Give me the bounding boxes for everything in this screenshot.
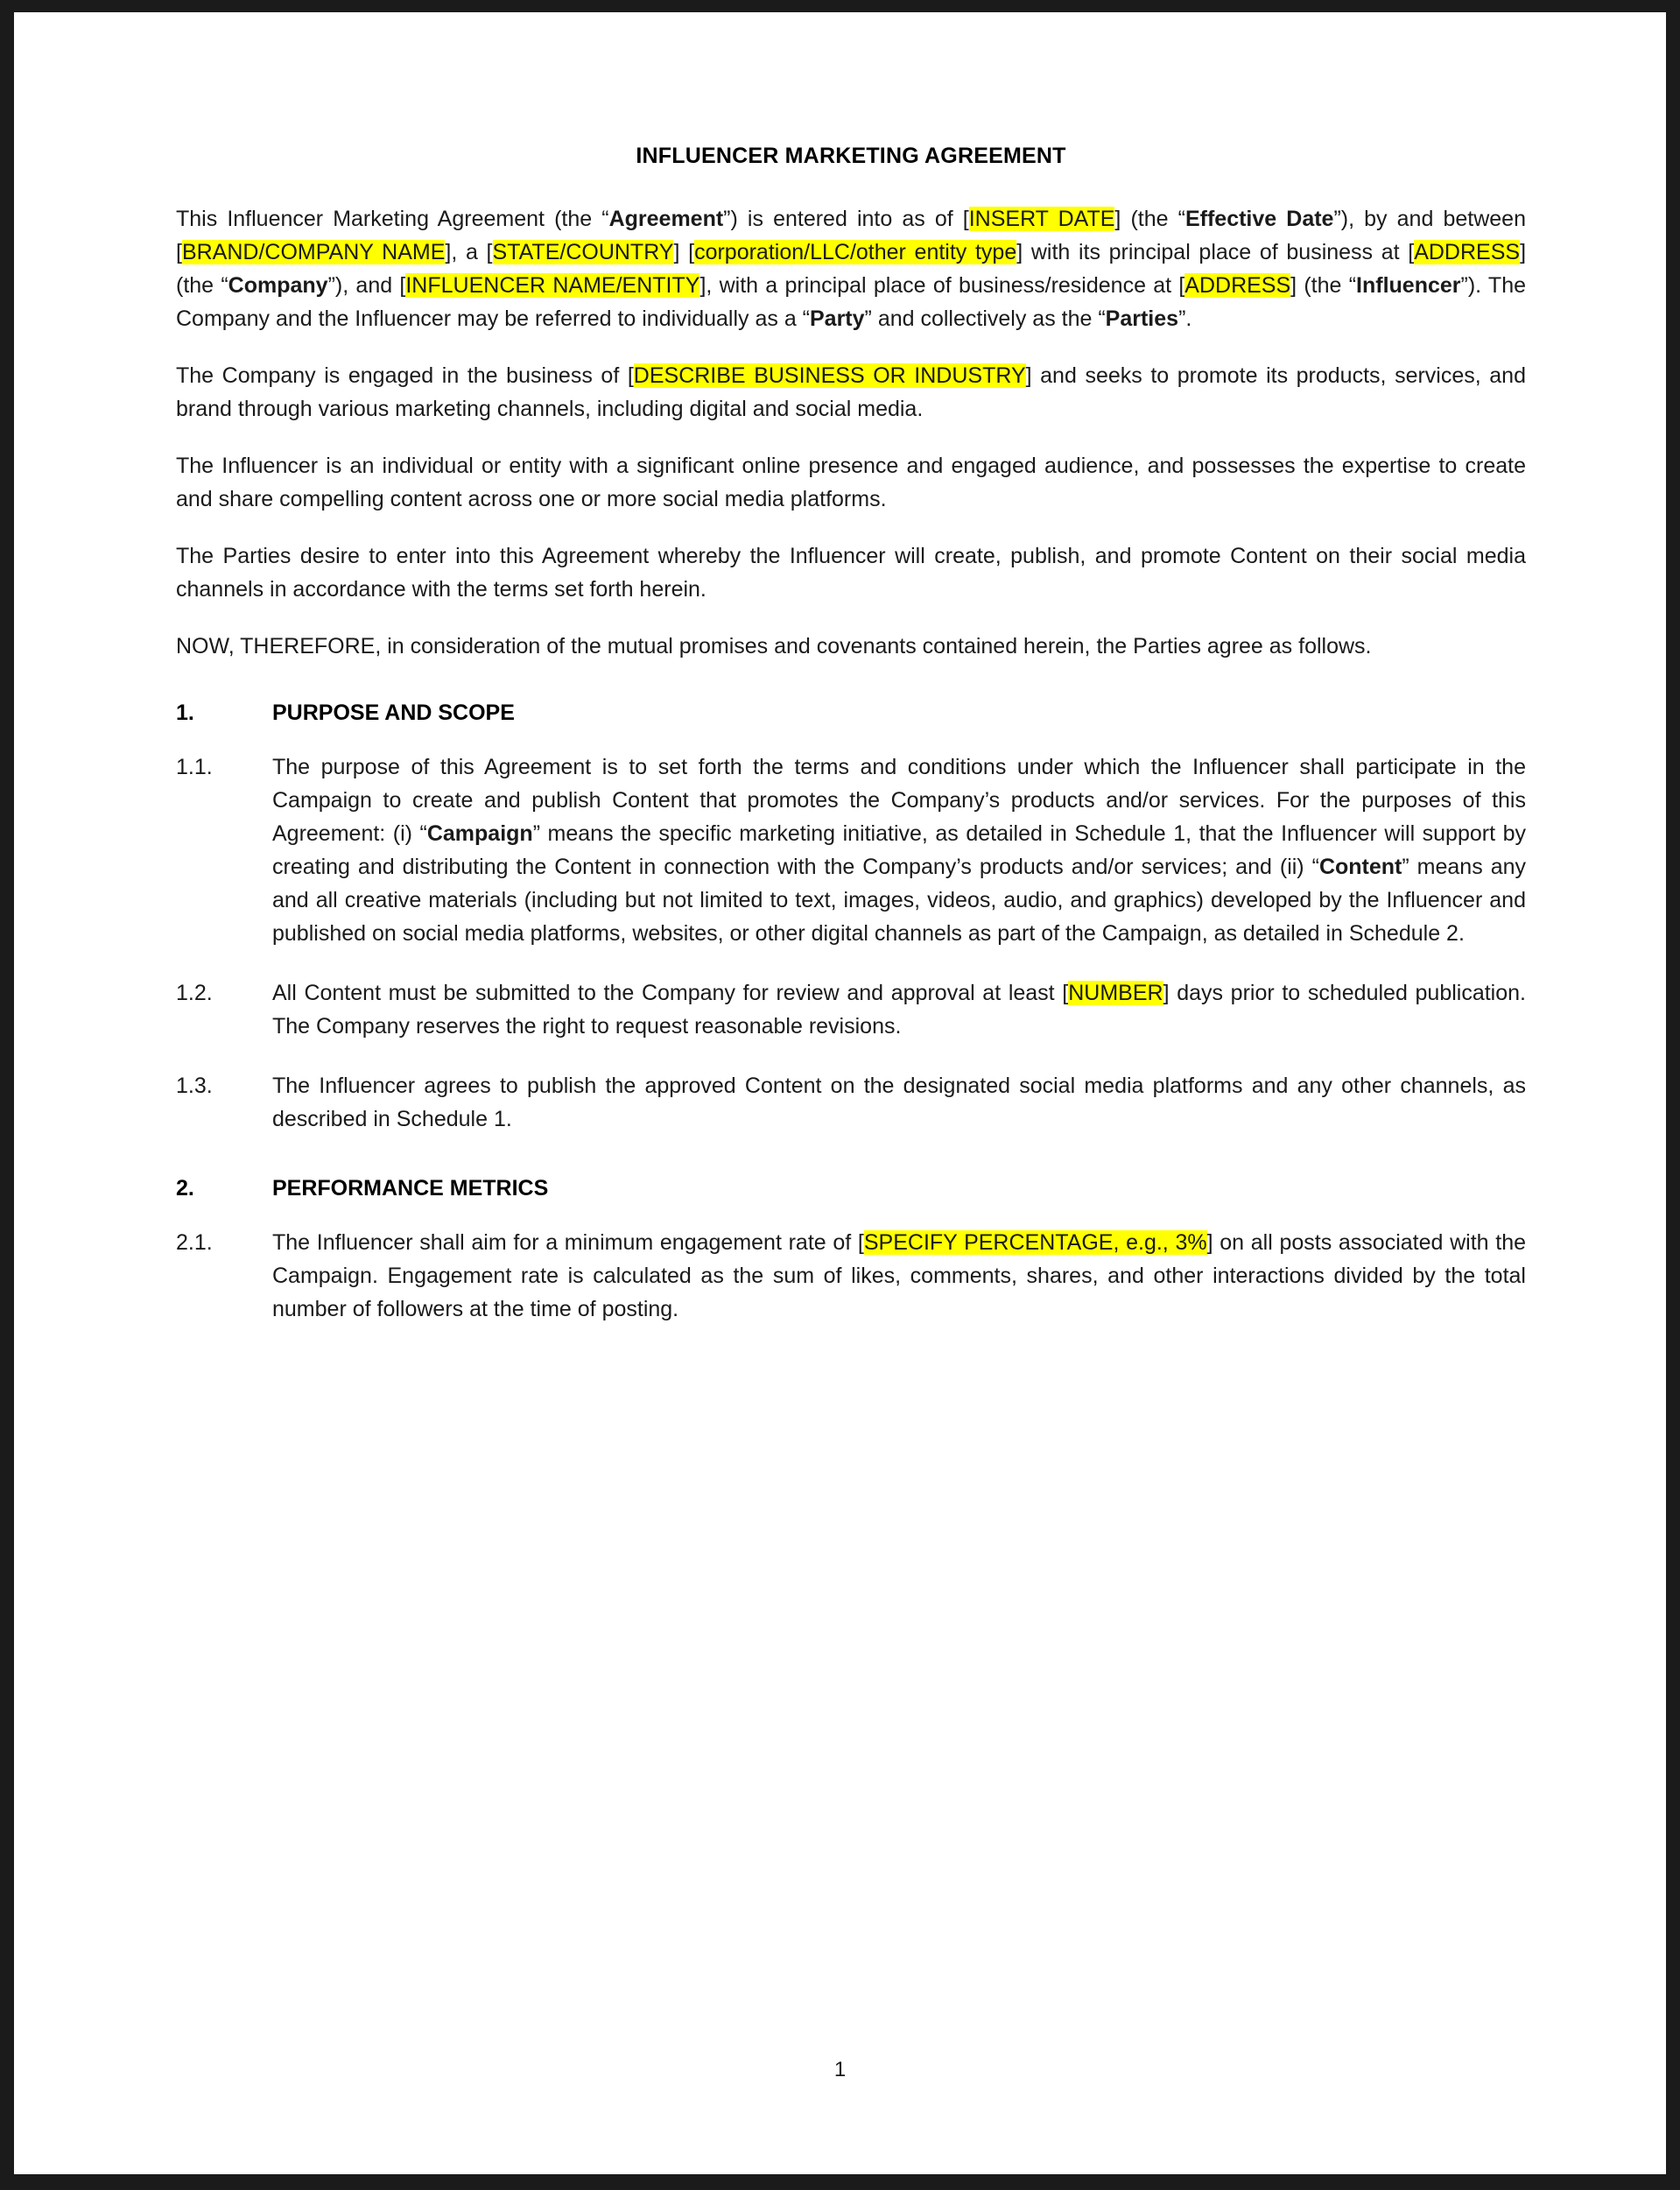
clause-body: [272, 1226, 1526, 1326]
text-segment: ”.: [1178, 306, 1192, 331]
text-segment: All Content must be submitted to the Company for review and approval at least [: [272, 981, 1069, 1005]
document-page: [14, 12, 1666, 2174]
text-segment: ] on all posts associated with the Campaign. Engagement rate is calculated as the sum of likes, comments, shares, and other interactions divided by the total number of followers at the time of posting.: [272, 1230, 1527, 1321]
text-segment: ”) is entered into as of [: [723, 207, 969, 231]
text-segment: This Influencer Marketing Agreement (the “: [176, 207, 609, 231]
clause-number: 1.1.: [176, 755, 213, 779]
clause-1-1: [176, 750, 1526, 950]
clause-2-1: [176, 1226, 1526, 1326]
text-segment: ”), and [: [327, 273, 406, 298]
clause-body: [272, 750, 1526, 950]
term-influencer: Influencer: [1356, 273, 1461, 298]
text-segment: ] days prior to scheduled publication. The Company reserves the right to request reasonable revisions.: [272, 981, 1526, 1039]
section-number: 2.: [176, 1176, 194, 1201]
placeholder-state-country: STATE/COUNTRY: [492, 240, 674, 264]
recital-paragraph-4: The Parties desire to enter into this Agreement whereby the Influencer will create, publish, and promote Content on their social media channels in accordance with the terms set forth herein.: [176, 544, 1526, 602]
section-title: PERFORMANCE METRICS: [272, 1176, 549, 1201]
recital-paragraph-2: [176, 359, 1526, 426]
term-company: Company: [228, 273, 328, 298]
placeholder-brand-company-name: BRAND/COMPANY NAME: [181, 240, 446, 264]
placeholder-influencer-address: ADDRESS: [1184, 273, 1291, 298]
text-segment: The Influencer shall aim for a minimum engagement rate of [: [272, 1230, 864, 1255]
term-parties: Parties: [1105, 306, 1179, 331]
term-content: Content: [1318, 855, 1402, 879]
clause-1-2: [176, 976, 1526, 1043]
term-party: Party: [810, 306, 865, 331]
text-segment: ] (the “: [176, 240, 1527, 298]
text-segment: ” means any and all creative materials (including but not limited to text, images, videos, audio, and graphics) developed by the Influencer and published on social media platforms, websites, or other digital channels as part of the Campaign, as detailed in Schedule 2.: [272, 855, 1527, 946]
text-segment: The purpose of this Agreement is to set forth the terms and conditions under which the Influencer shall participate in the Campaign to create and publish Content that promotes the Company’s products and/or services. For the purposes of this Agreement: (i) “: [272, 755, 1526, 846]
text-segment: ” and collectively as the “: [864, 306, 1106, 331]
placeholder-influencer-name: INFLUENCER NAME/ENTITY: [405, 273, 700, 298]
clause-body: [272, 976, 1526, 1043]
placeholder-insert-date: INSERT DATE: [968, 207, 1115, 231]
term-effective-date: Effective Date: [1184, 207, 1334, 231]
section-number: 1.: [176, 701, 194, 725]
spacer: [176, 687, 1526, 701]
clause-number: 1.2.: [176, 981, 213, 1005]
text-segment: ] (the “: [1290, 273, 1357, 298]
placeholder-company-address: ADDRESS: [1414, 240, 1521, 264]
recital-paragraph-3: The Influencer is an individual or entity with a significant online presence and engaged audience, and possesses the expertise to create and share compelling content across one or more social media platforms.: [176, 454, 1526, 511]
text-segment: ”), by and between [: [176, 207, 1526, 264]
text-segment: ] [: [673, 240, 695, 264]
text-segment: The Company is engaged in the business of [: [176, 363, 634, 388]
text-segment: ], a [: [445, 240, 493, 264]
text-segment: ] with its principal place of business at [: [1016, 240, 1415, 264]
term-agreement: Agreement: [608, 207, 724, 231]
page-title: INFLUENCER MARKETING AGREEMENT: [636, 144, 1066, 168]
spacer: [176, 1162, 1526, 1176]
clause-number: 2.1.: [176, 1230, 213, 1255]
recital-paragraph-5: NOW, THEREFORE, in consideration of the mutual promises and covenants contained herein, the Parties agree as follows.: [176, 634, 1372, 658]
clause-1-3: [176, 1069, 1526, 1136]
text-segment: ”). The Company and the Influencer may be referred to individually as a “: [176, 273, 1526, 331]
placeholder-percentage: SPECIFY PERCENTAGE, e.g., 3%: [863, 1230, 1207, 1255]
text-segment: ] (the “: [1114, 207, 1185, 231]
section-heading-1: [176, 701, 1526, 726]
section-title: PURPOSE AND SCOPE: [272, 701, 515, 725]
placeholder-business-industry: DESCRIBE BUSINESS OR INDUSTRY: [633, 363, 1026, 388]
placeholder-number: NUMBER: [1068, 981, 1163, 1005]
text-segment: ” means the specific marketing initiative, as detailed in Schedule 1, that the Influencer will support by creating and distributing the Content in connection with the Company’s products and/or services; and (ii) “: [272, 821, 1526, 879]
clause-number: 1.3.: [176, 1074, 213, 1098]
text-segment: ], with a principal place of business/residence at [: [699, 273, 1185, 298]
placeholder-entity-type: corporation/LLC/other entity type: [694, 240, 1017, 264]
section-heading-2: [176, 1176, 1526, 1201]
recital-paragraph-1: [176, 202, 1526, 335]
clause-body: The Influencer agrees to publish the approved Content on the designated social media platforms and any other channels, as described in Schedule 1.: [272, 1074, 1526, 1131]
text-segment: ] and seeks to promote its products, services, and brand through various marketing channels, including digital and social media.: [176, 363, 1526, 421]
page-number: 1: [833, 2058, 847, 2081]
term-campaign: Campaign: [426, 821, 533, 846]
